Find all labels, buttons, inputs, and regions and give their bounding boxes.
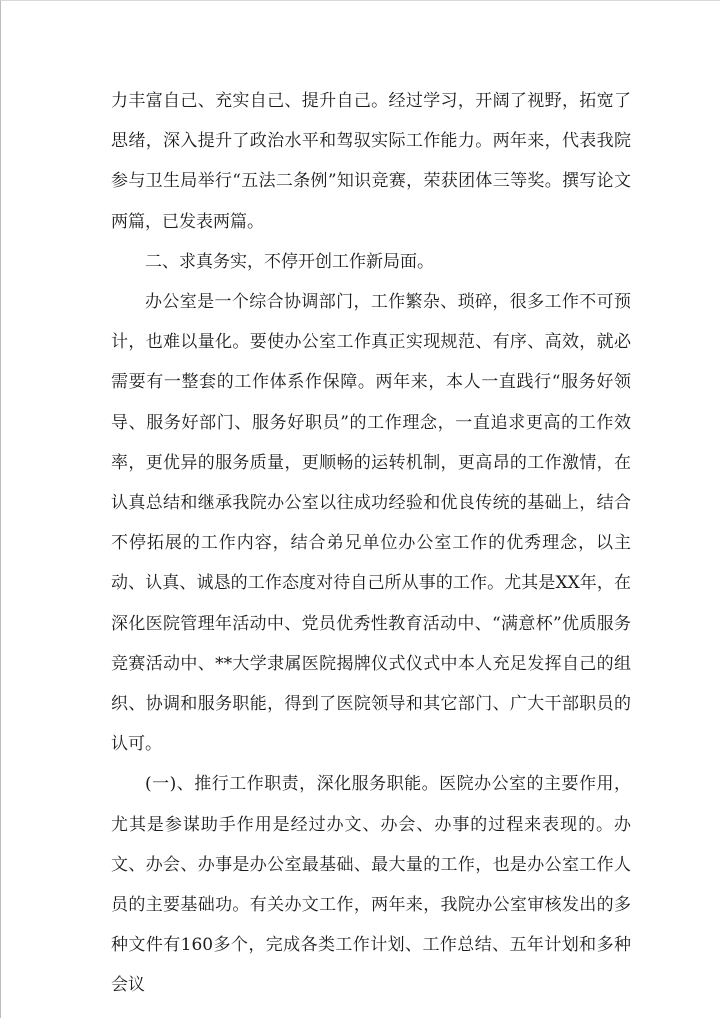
section-heading: 二、求真务实，不停开创工作新局面。: [145, 251, 434, 272]
paragraph-continuation: 力丰富自己、充实自己、提升自己。经过学习，开阔了视野，拓宽了思绪，深入提升了政治水平和驾驭实际工作能力。两年来，代表我院参与卫生局举行“五法二条例”知识竞赛，荣获团体三等奖。撰写论文两篇，已发表两篇。: [111, 91, 631, 232]
document-body: [111, 81, 631, 1006]
paragraph-office-overview: 办公室是一个综合协调部门，工作繁杂、琐碎，很多工作不可预计，也难以量化。要使办公室工作真正实现规范、有序、高效，就必需要有一整套的工作体系作保障。两年来，本人一直践行“服务好领导、服务好部门、服务好职员”的工作理念，一直追求更高的工作效率，更优异的服务质量，更顺畅的运转机制，更高昂的工作激情，在认真总结和继承我院办公室以往成功经验和优良传统的基础上，结合不停拓展的工作内容，结合弟兄单位办公室工作的优秀理念，以主动、认真、诚恳的工作态度对待自己所从事的工作。尤其是XX年，在深化医院管理年活动中、党员优秀性教育活动中、“满意杯”优质服务竞赛活动中、**大学隶属医院揭牌仪式仪式中本人充足发挥自己的组织、协调和服务职能，得到了医院领导和其它部门、广大干部职员的认可。: [111, 292, 631, 755]
paragraph-duties: (一)、推行工作职责，深化服务职能。医院办公室的主要作用，尤其是参谋助手作用是经过办文、办会、办事的过程来表现的。办文、办会、办事是办公室最基础、最大量的工作，也是办公室工作人员的主要基础功。有关办文工作，两年来，我院办公室审核发出的多种文件有160多个，完成各类工作计划、工作总结、五年计划和多种会议: [111, 774, 631, 996]
